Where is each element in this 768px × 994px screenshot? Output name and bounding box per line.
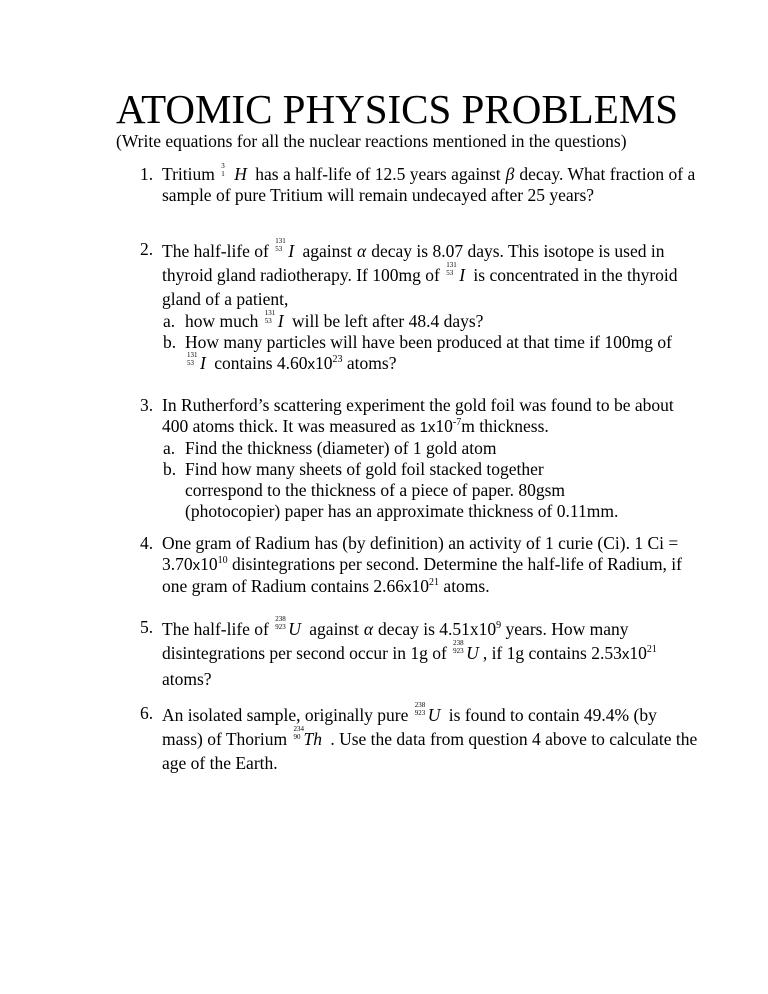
question-1 <box>140 164 700 206</box>
question-number: 1. <box>140 164 154 184</box>
alpha-symbol: α <box>363 619 374 639</box>
isotope-thorium: 234 90 Th <box>293 725 322 749</box>
question-4 <box>140 533 700 598</box>
isotope-iodine: 131 53 I <box>446 261 466 285</box>
isotope-iodine: 131 53 I <box>187 351 206 373</box>
question-number: 2. <box>140 239 154 259</box>
question-6 <box>140 703 700 775</box>
question-number: 4. <box>140 533 154 553</box>
isotope-iodine: 131 53 I <box>264 309 284 331</box>
beta-symbol: β <box>505 164 515 184</box>
question-number: 3. <box>140 395 154 415</box>
page-subtitle: (Write equations for all the nuclear reactions mentioned in the questions) <box>116 131 627 151</box>
question-5 <box>140 617 700 691</box>
question-text: The half-life of 238 923 U against α decay is $4.51x10^9$ years. How many disintegrations per second occur in 1g of 238 923 U , if 1g contains $2.53x10^{21}$ atoms? <box>162 615 657 689</box>
isotope-iodine: 131 53 I <box>275 237 295 261</box>
subquestion-3a: a. Find the thickness (diameter) of 1 gold atom <box>163 438 497 458</box>
question-text: One gram of Radium has (by definition) an activity of 1 curie (Ci). 1 $Ci = 3.70x10^{10}$ disintegrations per second. Determine the half-life of Radium, if one gram of Radium contains $2.66x10^{21}$ atoms. <box>162 533 683 596</box>
question-text: An isolated sample, originally pure 238 923 U is found to contain 49.4% (by mass) of Thorium 234 90 Th . Use the data from question 4 above to calculate the age of the Earth. <box>162 701 698 773</box>
question-3 <box>140 395 700 522</box>
page-title: ATOMIC PHYSICS PROBLEMS <box>116 86 679 132</box>
alpha-symbol: α <box>357 241 367 261</box>
isotope-uranium: 238 923 U <box>453 639 479 663</box>
subquestion-2a: a. how much 131 53 I will be left after 48.4 days? <box>163 309 484 331</box>
question-2 <box>140 239 700 375</box>
question-text: The half-life of 131 53 I against α decay is 8.07 days. This isotope is used in thyroid gland radiotherapy. If 100mg of 131 53 I is concentrated in the thyroid gland of a patient, <box>162 237 678 309</box>
isotope-tritium: 3 1 H <box>221 162 247 184</box>
isotope-uranium: 238 923 U <box>414 701 441 725</box>
question-number: 6. <box>140 703 154 723</box>
subquestion-3b: b. Find how many sheets of gold foil stacked together correspond to the thickness of a piece of paper. 80gsm (photocopier) paper has an approximate thickness of 0.11mm. <box>163 459 619 521</box>
question-number: 5. <box>140 617 154 637</box>
subquestion-2b: b. How many particles will have been produced at that time if 100mg of 131 53 I contains $4.60x10^{23}$ atoms? <box>163 332 672 373</box>
question-text: In Rutherford’s scattering experiment the gold foil was found to be about 400 atoms thick. It was measured as $1x10^{-7}m$ thickness. <box>162 395 674 436</box>
question-text: Tritium 3 1 H has a half-life of 12.5 years against β decay. What fraction of a sample of pure Tritium will remain undecayed after 25 years? <box>162 162 696 205</box>
isotope-uranium: 238 923 U <box>275 615 301 639</box>
